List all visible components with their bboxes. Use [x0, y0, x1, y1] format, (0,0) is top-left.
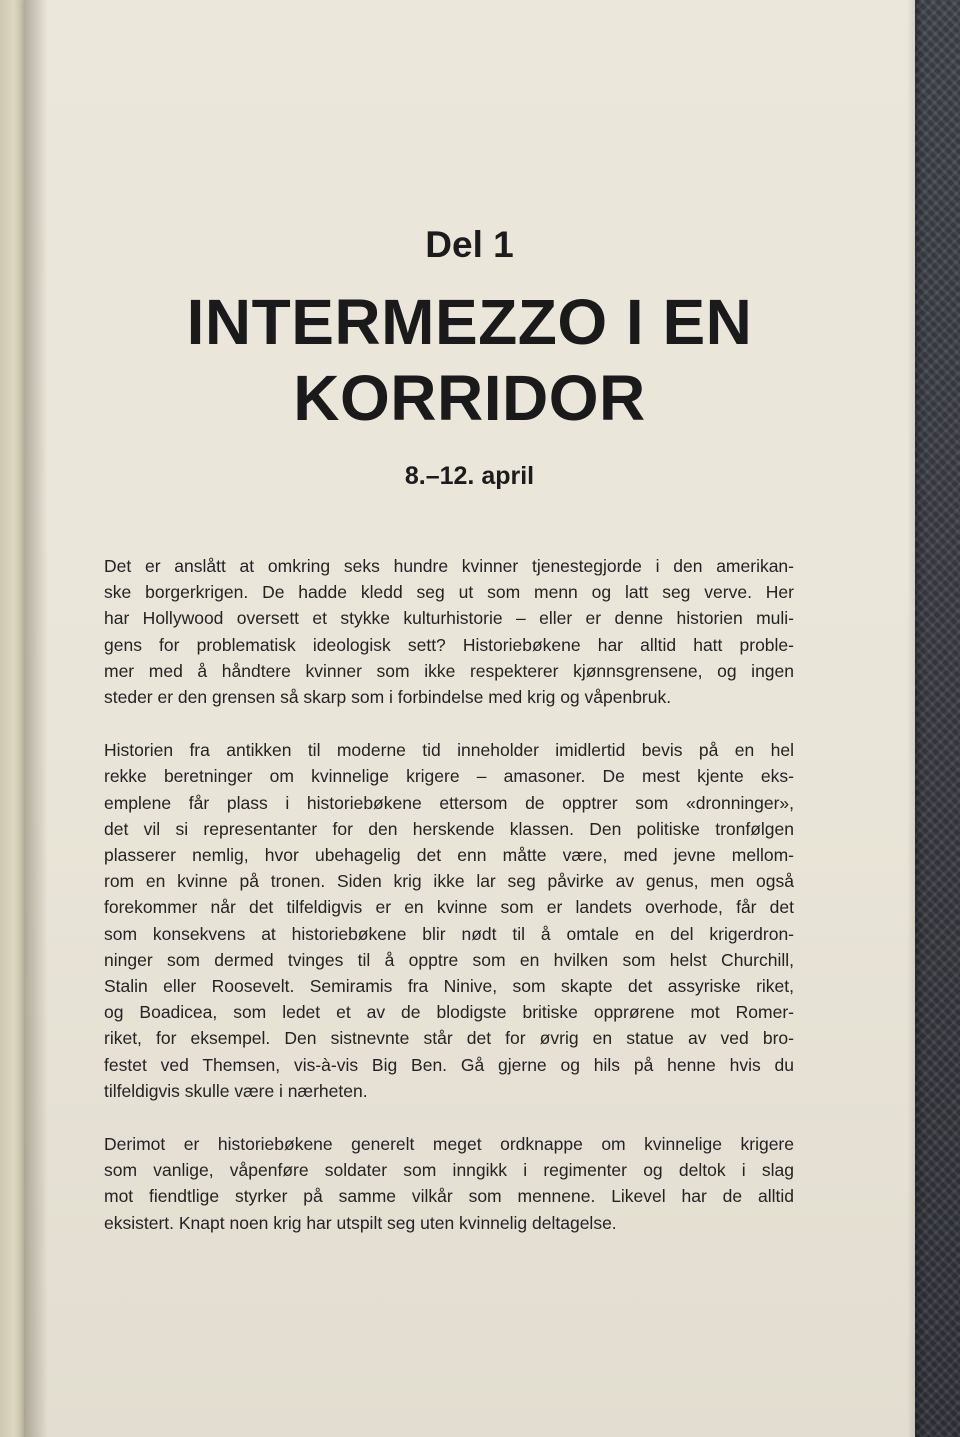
text-line: og Boadicea, som ledet et av de blodigste britiske opprørene mot Romer- — [104, 1002, 794, 1023]
text-line: plasserer nemlig, hvor ubehagelig det enn måtte være, med jevne mellom- — [104, 845, 794, 866]
chapter-body — [104, 553, 794, 1263]
text-line: steder er den grensen så skarp som i forbindelse med krig og våpenbruk. — [104, 687, 672, 708]
text-line: emplene får plass i historiebøkene ettersom de opptrer som «dronninger», — [104, 792, 794, 813]
part-label: Del 1 — [425, 224, 514, 265]
text-line: rom en kvinne på tronen. Siden krig ikke lar seg påvirke av genus, men også — [104, 871, 794, 892]
text-line: Historien fra antikken til moderne tid inneholder imidlertid bevis på en hel — [104, 740, 794, 761]
body-paragraph — [104, 737, 794, 1104]
text-line: rekke beretninger om kvinnelige krigere – amasoner. De mest kjente eks- — [104, 766, 794, 787]
chapter-date-range: 8.–12. april — [404, 462, 535, 490]
text-line: forekommer når det tilfeldigvis er en kvinne som er landets overhode, får det — [104, 897, 794, 918]
chapter-title-line-2: KORRIDOR — [293, 362, 646, 434]
text-line: har Hollywood oversett et stykke kulturhistorie – eller er denne historien muli- — [104, 608, 794, 629]
text-line: Derimot er historiebøkene generelt meget ordknappe om kvinnelige krigere — [104, 1134, 794, 1155]
chapter-title-line-1: INTERMEZZO I EN — [186, 286, 753, 358]
text-line: mot fiendtlige styrker på samme vilkår som mennene. Likevel har de alltid — [104, 1186, 794, 1207]
text-line: gens for problematisk ideologisk sett? Historiebøkene har alltid hatt proble- — [104, 634, 794, 655]
text-line: riket, for eksempel. Den sistnevnte står det for øvrig en statue av ved bro- — [104, 1028, 794, 1049]
text-line: som vanlige, våpenføre soldater som inngikk i regimenter og deltok i slag — [104, 1160, 794, 1181]
facing-page-edge — [0, 0, 26, 1437]
body-paragraph — [104, 1131, 794, 1236]
text-line: ske borgerkrigen. De hadde kledd seg ut som menn og latt seg verve. Her — [104, 582, 794, 603]
text-line: som konsekvens at historiebøkene blir nødt til å omtale en del krigerdron- — [104, 923, 794, 944]
text-line: mer med å håndtere kvinner som ikke respekterer kjønnsgrensene, og ingen — [104, 660, 794, 681]
text-line: tilfeldigvis skulle være i nærheten. — [104, 1080, 368, 1101]
text-line: festet ved Themsen, vis-à-vis Big Ben. Gå gjerne og hils på henne hvis du — [104, 1054, 794, 1075]
text-line: Det er anslått at omkring seks hundre kvinner tjenestegjorde i den amerikan- — [104, 556, 794, 576]
text-line: det vil si representanter for den herskende klassen. Den politiske tronfølgen — [104, 818, 794, 839]
spine-shadow — [24, 0, 48, 1437]
text-line: eksistert. Knapt noen krig har utspilt seg uten kvinnelig deltagelse. — [104, 1212, 617, 1233]
chapter-title — [24, 284, 915, 436]
text-line: Stalin eller Roosevelt. Semiramis fra Ninive, som skapte det assyriske riket, — [104, 976, 794, 997]
body-paragraph — [104, 553, 794, 710]
book-page — [24, 0, 915, 1437]
text-line: ninger som dermed tvinges til å opptre som en hvilken som helst Churchill, — [104, 949, 794, 970]
